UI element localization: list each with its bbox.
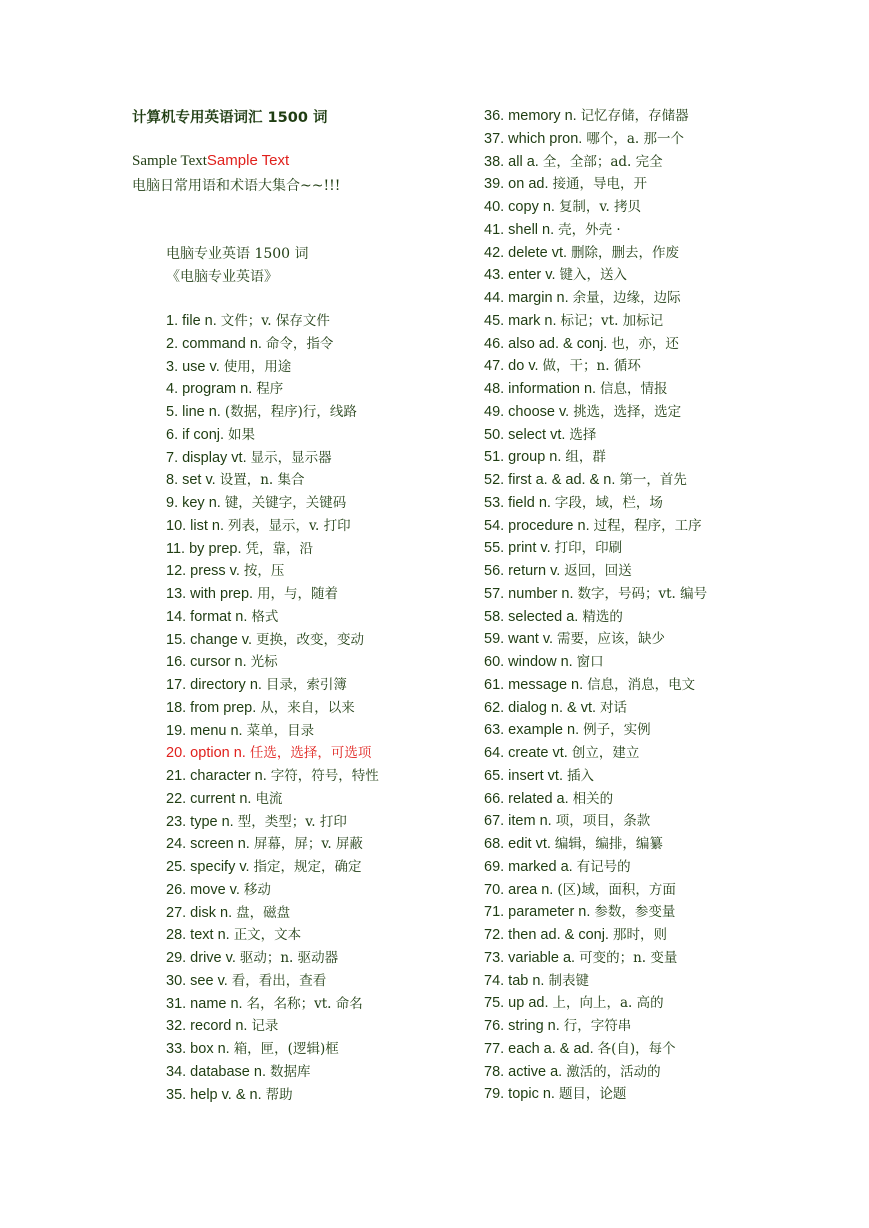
sample-text-red: Sample Text xyxy=(206,152,290,169)
vocab-item xyxy=(166,515,379,538)
vocab-term: 13. with prep. xyxy=(166,586,254,602)
vocab-item xyxy=(166,1061,379,1084)
vocab-definition: 从，来自，以来 xyxy=(260,699,355,716)
vocab-term: 50. select vt. xyxy=(484,426,566,443)
vocab-term: 49. choose v. xyxy=(484,403,570,420)
vocab-item xyxy=(484,606,707,629)
vocab-term: 52. first a. & ad. & n. xyxy=(484,472,616,488)
vocab-term: 67. item n. xyxy=(484,813,552,830)
vocab-term: 33. box n. xyxy=(166,1041,230,1057)
vocab-item xyxy=(484,424,707,447)
vocab-item xyxy=(484,628,707,651)
vocab-definition: 使用，用途 xyxy=(223,358,292,375)
vocab-term: 57. number n. xyxy=(484,585,574,602)
vocab-item xyxy=(484,1015,707,1038)
vocab-item xyxy=(166,833,379,856)
vocab-item xyxy=(484,583,707,606)
vocab-item xyxy=(484,924,707,947)
vocab-item xyxy=(166,629,379,652)
vocab-term: 28. text n. xyxy=(166,927,230,944)
vocab-term: 29. drive v. xyxy=(166,950,236,966)
vocab-definition: 那时，则 xyxy=(612,927,667,943)
vocab-term: 77. each a. & ad. xyxy=(484,1040,594,1057)
vocab-term: 65. insert vt. xyxy=(484,767,563,784)
vocab-term: 63. example n. xyxy=(484,722,580,739)
vocab-item xyxy=(166,469,379,492)
vocab-definition: 有记号的 xyxy=(576,858,631,875)
vocab-term: 22. current n. xyxy=(166,790,252,807)
vocab-item xyxy=(484,901,707,924)
vocab-item xyxy=(166,742,379,765)
vocab-term: 53. field n. xyxy=(484,494,551,511)
vocab-term: 56. return v. xyxy=(484,563,561,579)
vocab-item xyxy=(484,1038,707,1061)
vocab-term: 68. edit vt. xyxy=(484,836,551,852)
vocab-definition: 任选，选择，可选项 xyxy=(249,745,372,762)
vocab-definition: 参数，参变量 xyxy=(594,904,676,921)
vocab-term: 26. move v. xyxy=(166,881,240,898)
collection-line: 电脑日常用语和术语大集合~~!!! xyxy=(132,178,341,194)
vocab-definition: 接通，导电，开 xyxy=(552,176,647,193)
vocab-term: 23. type n. xyxy=(166,813,234,830)
vocab-definition: 对话 xyxy=(600,699,628,716)
vocab-term: 48. information n. xyxy=(484,381,597,397)
vocab-definition: 按，压 xyxy=(243,563,285,580)
vocab-term: 69. marked a. xyxy=(484,858,573,875)
vocab-definition: 凭，靠，沿 xyxy=(245,540,314,557)
vocab-term: 41. shell n. xyxy=(484,221,555,238)
vocab-definition: 需要，应该，缺少 xyxy=(557,631,666,648)
vocab-term: 14. format n. xyxy=(166,608,248,625)
vocab-item xyxy=(166,674,379,697)
vocab-item xyxy=(166,651,379,674)
vocab-definition: 选择 xyxy=(569,426,597,443)
vocab-item xyxy=(484,151,707,174)
vocab-definition: 各(自)，每个 xyxy=(597,1040,676,1057)
vocab-term: 30. see v. xyxy=(166,972,228,989)
vocab-item xyxy=(484,788,707,811)
vocab-definition: 数字，号码；vt. 编号 xyxy=(577,585,708,602)
vocab-item xyxy=(166,333,379,356)
sample-text-line xyxy=(132,152,289,170)
vocab-item xyxy=(166,378,379,401)
vocab-term: 36. memory n. xyxy=(484,108,577,124)
vocab-item xyxy=(484,355,707,378)
vocab-term: 5. line n. xyxy=(166,404,221,420)
document-subtitle: 电脑专业英语 1500 词 xyxy=(166,246,309,262)
vocab-item xyxy=(166,447,379,470)
vocab-definition: 看，看出，查看 xyxy=(231,972,327,989)
vocab-item xyxy=(166,879,379,902)
vocab-definition: 帮助 xyxy=(265,1086,293,1103)
vocab-definition: 信息，情报 xyxy=(600,381,668,397)
vocab-item xyxy=(166,606,379,629)
vocab-item xyxy=(484,970,707,993)
vocab-term: 60. window n. xyxy=(484,654,573,670)
vocab-item xyxy=(484,856,707,879)
vocab-item xyxy=(166,356,379,379)
vocab-term: 55. print v. xyxy=(484,540,551,557)
vocab-term: 45. mark n. xyxy=(484,312,557,329)
vocab-definition: 字段，域，栏，场 xyxy=(554,494,663,511)
vocab-definition: 相关的 xyxy=(572,790,614,807)
vocab-term: 9. key n. xyxy=(166,495,221,511)
vocab-term: 76. string n. xyxy=(484,1018,560,1034)
vocab-item xyxy=(166,492,379,515)
vocab-term: 6. if conj. xyxy=(166,426,225,443)
vocab-definition: 打印，印刷 xyxy=(554,540,623,557)
vocab-term: 4. program n. xyxy=(166,381,253,398)
vocab-definition: 例子，实例 xyxy=(583,722,651,739)
vocab-item xyxy=(166,1015,379,1038)
vocab-item xyxy=(484,560,707,583)
vocab-term: 46. also ad. & conj. xyxy=(484,335,608,352)
vocab-term: 20. option n. xyxy=(166,745,246,762)
vocab-term: 54. procedure n. xyxy=(484,517,590,534)
vocab-definition: 命令，指令 xyxy=(265,335,334,352)
vocab-term: 31. name n. xyxy=(166,995,243,1012)
vocab-term: 17. directory n. xyxy=(166,677,262,693)
vocab-term: 59. want v. xyxy=(484,631,554,648)
vocab-definition: 文件；v. 保存文件 xyxy=(220,313,330,329)
vocab-definition: 箱，匣，(逻辑)框 xyxy=(233,1041,339,1057)
vocab-item xyxy=(484,492,707,515)
vocab-definition: 激活的，活动的 xyxy=(566,1063,661,1080)
vocab-term: 25. specify v. xyxy=(166,859,250,875)
vocab-item xyxy=(484,697,707,720)
vocab-term: 16. cursor n. xyxy=(166,654,247,671)
vocab-definition: 格式 xyxy=(251,608,279,625)
vocab-term: 8. set v. xyxy=(166,472,216,489)
vocab-definition: 复制，v. 拷贝 xyxy=(558,199,642,215)
vocab-definition: 字符，符号，特性 xyxy=(270,768,379,784)
vocab-definition: 记录 xyxy=(251,1018,279,1035)
vocab-definition: 可变的；n. 变量 xyxy=(579,949,678,966)
vocab-item xyxy=(484,810,707,833)
vocab-term: 12. press v. xyxy=(166,563,240,580)
vocab-term: 27. disk n. xyxy=(166,904,233,921)
vocab-item xyxy=(166,765,379,788)
vocab-definition: 数据库 xyxy=(269,1063,311,1080)
vocab-item xyxy=(166,720,379,743)
vocab-item xyxy=(484,947,707,970)
vocab-definition: (数据，程序)行，线路 xyxy=(224,404,357,420)
vocab-item xyxy=(484,105,707,128)
vocab-term: 44. margin n. xyxy=(484,290,569,306)
vocab-list-left xyxy=(166,310,379,1106)
vocab-term: 38. all a. xyxy=(484,153,539,170)
vocab-item xyxy=(484,879,707,902)
vocab-item xyxy=(166,538,379,561)
vocab-term: 40. copy n. xyxy=(484,199,555,215)
vocab-definition: 移动 xyxy=(243,881,271,898)
vocab-term: 18. from prep. xyxy=(166,699,257,716)
vocab-term: 42. delete vt. xyxy=(484,244,568,261)
vocab-definition: 键，关键字，关键码 xyxy=(224,495,347,511)
vocab-item xyxy=(484,469,707,492)
vocab-term: 32. record n. xyxy=(166,1018,248,1035)
vocab-term: 3. use v. xyxy=(166,358,220,375)
vocab-item xyxy=(484,537,707,560)
vocab-item xyxy=(166,560,379,583)
vocab-item xyxy=(166,947,379,970)
vocab-item xyxy=(484,196,707,219)
vocab-definition: 题目，论题 xyxy=(558,1086,627,1103)
vocab-item xyxy=(166,993,379,1016)
vocab-term: 39. on ad. xyxy=(484,176,549,193)
vocab-term: 21. character n. xyxy=(166,768,267,784)
vocab-term: 58. selected a. xyxy=(484,608,579,625)
vocab-item xyxy=(166,856,379,879)
vocab-definition: 信息，消息，电文 xyxy=(587,676,696,693)
vocab-item xyxy=(484,242,707,265)
vocab-definition: (区)域，面积，方面 xyxy=(557,881,676,898)
vocab-definition: 行，字符串 xyxy=(563,1018,632,1034)
vocab-definition: 驱动；n. 驱动器 xyxy=(239,950,339,966)
vocab-item xyxy=(166,424,379,447)
sample-text-plain: Sample Text xyxy=(132,153,207,169)
vocab-term: 62. dialog n. & vt. xyxy=(484,699,597,716)
vocab-term: 70. area n. xyxy=(484,881,554,898)
vocab-item xyxy=(484,719,707,742)
vocab-definition: 如果 xyxy=(228,426,256,443)
vocab-term: 43. enter v. xyxy=(484,267,556,284)
vocab-definition: 组，群 xyxy=(565,449,606,466)
vocab-definition: 窗口 xyxy=(576,654,604,670)
vocab-definition: 挑选，选择，选定 xyxy=(573,403,682,420)
vocab-list-right xyxy=(484,105,707,1106)
vocab-definition: 也，亦，还 xyxy=(611,335,679,352)
vocab-definition: 用，与，随着 xyxy=(257,586,339,602)
vocab-item xyxy=(166,924,379,947)
vocab-term: 66. related a. xyxy=(484,790,569,807)
vocab-definition: 型，类型；v. 打印 xyxy=(237,813,347,830)
vocab-term: 74. tab n. xyxy=(484,972,545,989)
vocab-item xyxy=(484,833,707,856)
vocab-item xyxy=(166,310,379,333)
vocab-definition: 标记；vt. 加标记 xyxy=(560,312,664,329)
book-title: 《电脑专业英语》 xyxy=(166,269,278,285)
vocab-definition: 目录，索引簿 xyxy=(265,677,347,693)
vocab-item xyxy=(484,1061,707,1084)
vocab-definition: 壳，外壳 · xyxy=(558,221,621,238)
vocab-item xyxy=(484,515,707,538)
vocab-item xyxy=(484,264,707,287)
vocab-item xyxy=(484,674,707,697)
vocab-item xyxy=(484,219,707,242)
vocab-definition: 过程，程序，工序 xyxy=(593,517,702,534)
vocab-item xyxy=(484,378,707,401)
vocab-item xyxy=(484,742,707,765)
vocab-term: 75. up ad. xyxy=(484,995,549,1012)
vocab-item xyxy=(484,651,707,674)
vocab-term: 61. message n. xyxy=(484,676,584,693)
vocab-definition: 上，向上，a. 高的 xyxy=(552,995,664,1012)
vocab-item xyxy=(166,1084,379,1107)
vocab-term: 72. then ad. & conj. xyxy=(484,927,609,943)
vocab-item xyxy=(166,902,379,925)
vocab-term: 78. active a. xyxy=(484,1063,563,1080)
vocab-definition: 屏幕，屏；v. 屏蔽 xyxy=(253,836,363,853)
vocab-item xyxy=(484,128,707,151)
vocab-definition: 做，干；n. 循环 xyxy=(542,358,641,375)
vocab-item xyxy=(166,970,379,993)
vocab-definition: 更换，改变，变动 xyxy=(256,631,364,648)
vocab-item xyxy=(166,788,379,811)
vocab-definition: 删除，删去，作废 xyxy=(571,244,680,261)
vocab-item xyxy=(484,333,707,356)
vocab-term: 79. topic n. xyxy=(484,1086,555,1103)
vocab-item xyxy=(484,992,707,1015)
vocab-term: 37. which pron. xyxy=(484,130,583,147)
vocab-item xyxy=(484,446,707,469)
vocab-definition: 余量，边缘，边际 xyxy=(572,290,681,306)
document-title: 计算机专用英语词汇 1500 词 xyxy=(132,110,328,126)
vocab-term: 73. variable a. xyxy=(484,949,576,966)
vocab-item xyxy=(484,287,707,310)
vocab-definition: 列表，显示，v. 打印 xyxy=(228,517,351,534)
vocab-definition: 光标 xyxy=(250,654,278,671)
vocab-term: 7. display vt. xyxy=(166,449,247,466)
vocab-item xyxy=(484,765,707,788)
vocab-term: 47. do v. xyxy=(484,358,539,375)
vocab-definition: 正文，文本 xyxy=(233,927,302,944)
vocab-term: 11. by prep. xyxy=(166,540,242,557)
vocab-definition: 编辑，编排，编纂 xyxy=(554,836,663,852)
vocab-item xyxy=(484,173,707,196)
vocab-item xyxy=(166,1038,379,1061)
vocab-item xyxy=(166,583,379,606)
vocab-definition: 程序 xyxy=(256,381,284,398)
vocab-term: 51. group n. xyxy=(484,449,562,466)
vocab-definition: 键入，送入 xyxy=(559,267,627,284)
vocab-definition: 指定，规定，确定 xyxy=(253,859,362,875)
vocab-item xyxy=(166,811,379,834)
vocab-term: 71. parameter n. xyxy=(484,904,591,921)
vocab-definition: 制表键 xyxy=(548,972,589,989)
vocab-term: 64. create vt. xyxy=(484,745,568,761)
vocab-item xyxy=(484,401,707,424)
vocab-definition: 全，全部；ad. 完全 xyxy=(542,153,663,170)
vocab-definition: 盘，磁盘 xyxy=(236,904,291,921)
vocab-definition: 菜单，目录 xyxy=(246,722,315,739)
vocab-definition: 返回，回送 xyxy=(564,563,632,579)
vocab-term: 19. menu n. xyxy=(166,722,243,739)
vocab-term: 24. screen n. xyxy=(166,836,250,853)
vocab-term: 1. file n. xyxy=(166,313,217,329)
vocab-definition: 设置，n. 集合 xyxy=(219,472,305,489)
vocab-item xyxy=(166,401,379,424)
vocab-definition: 精选的 xyxy=(582,608,623,625)
vocab-definition: 显示，显示器 xyxy=(250,449,332,466)
vocab-term: 10. list n. xyxy=(166,517,225,534)
vocab-definition: 创立，建立 xyxy=(571,745,640,761)
vocab-item xyxy=(484,1083,707,1106)
vocab-definition: 名，名称；vt. 命名 xyxy=(246,995,363,1012)
vocab-term: 34. database n. xyxy=(166,1063,266,1080)
vocab-definition: 第一，首先 xyxy=(619,472,687,488)
vocab-definition: 记忆存储，存储器 xyxy=(580,108,689,124)
vocab-term: 2. command n. xyxy=(166,335,262,352)
vocab-definition: 插入 xyxy=(566,767,594,784)
vocab-definition: 电流 xyxy=(255,790,283,807)
vocab-term: 35. help v. & n. xyxy=(166,1086,262,1103)
vocab-definition: 项，项目，条款 xyxy=(555,813,651,830)
vocab-item xyxy=(484,310,707,333)
vocab-definition: 哪个，a. 那一个 xyxy=(586,130,684,147)
vocab-term: 15. change v. xyxy=(166,631,252,648)
vocab-item xyxy=(166,697,379,720)
